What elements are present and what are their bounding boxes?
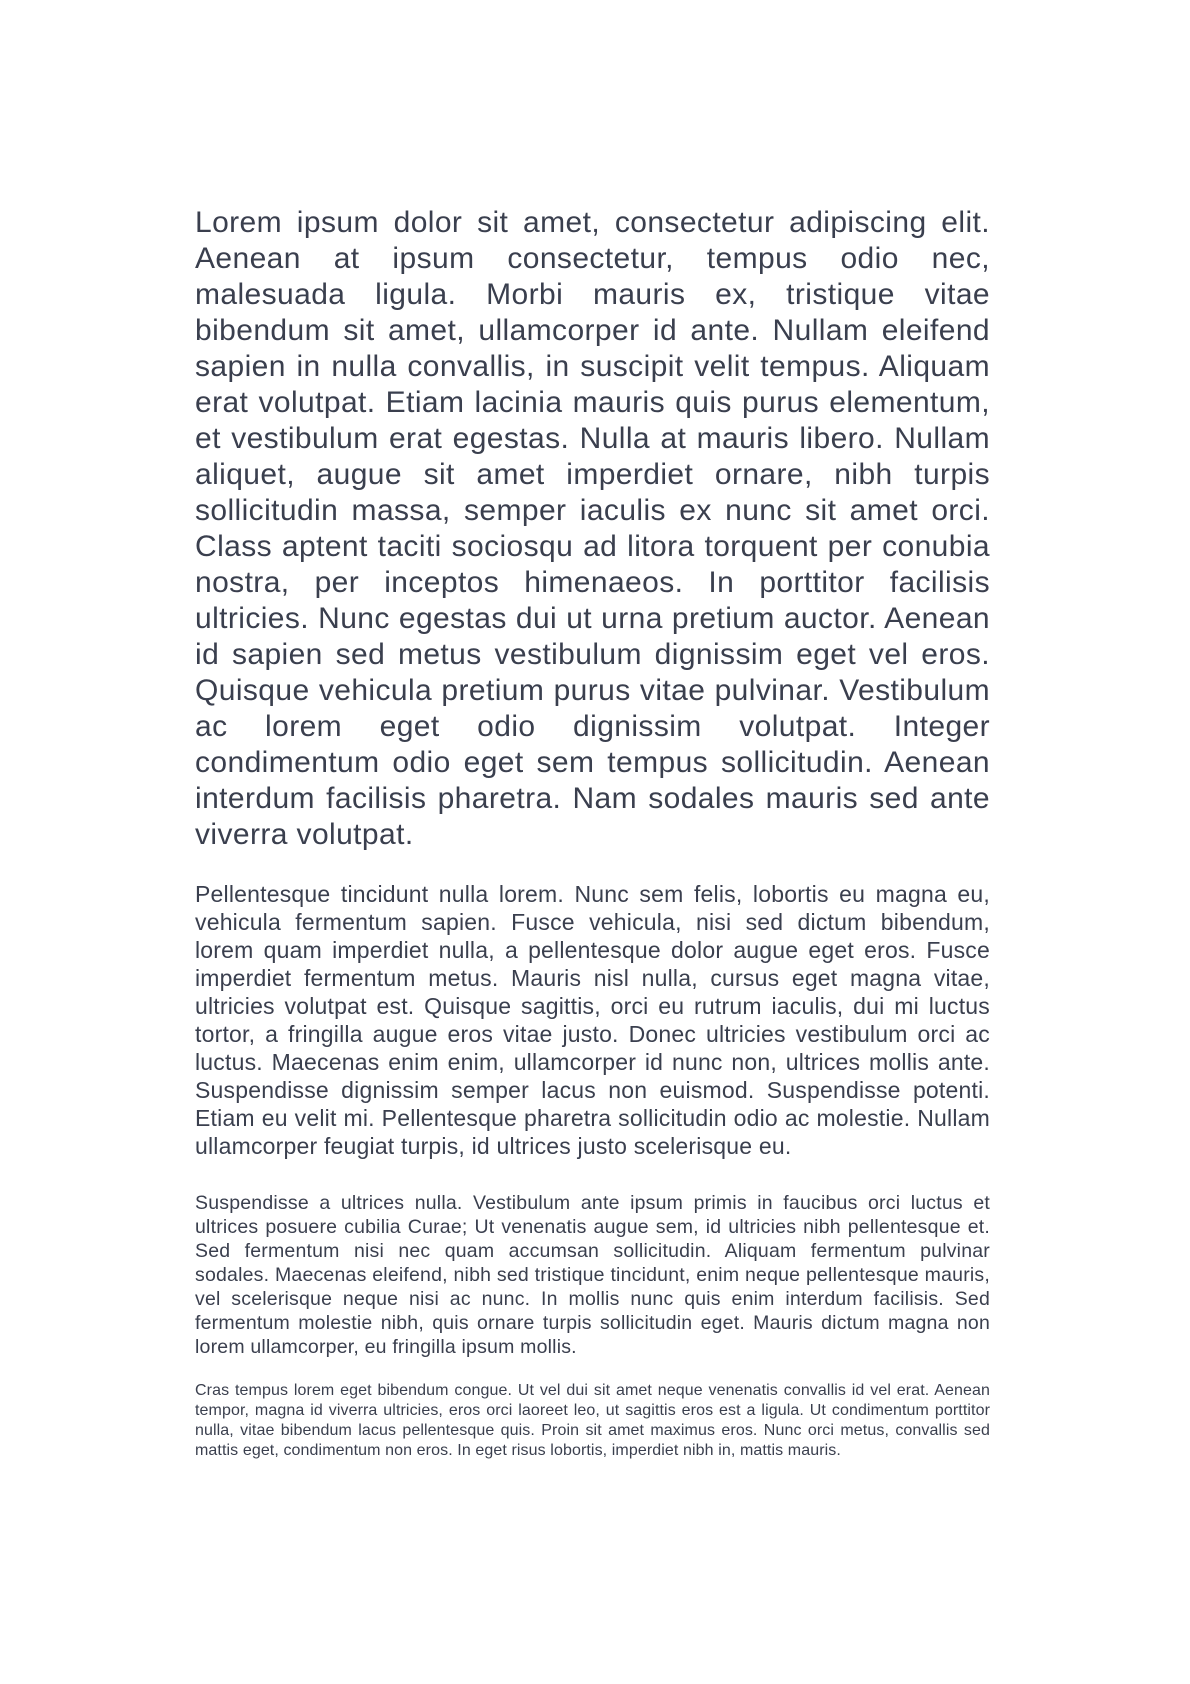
paragraph-2: Pellentesque tincidunt nulla lorem. Nunc sem felis, lobortis eu magna eu, vehicula fermentum sapien. Fusce vehicula, nisi sed dictum bibendum, lorem quam imperdiet nulla, a pellentesque dolor augue eget eros. Fusce imperdiet fermentum metus. Mauris nisl nulla, cursus eget magna vitae, ultricies volutpat est. Quisque sagittis, orci eu rutrum iaculis, dui mi luctus tortor, a fringilla augue eros vitae justo. Donec ultricies vestibulum orci ac luctus. Maecenas enim enim, ullamcorper id nunc non, ultrices mollis ante. Suspendisse dignissim semper lacus non euismod. Suspendisse potenti. Etiam eu velit mi. Pellentesque pharetra sollicitudin odio ac molestie. Nullam ullamcorper feugiat turpis, id ultrices justo scelerisque eu. [195,881,990,1159]
paragraph-3: Suspendisse a ultrices nulla. Vestibulum ante ipsum primis in faucibus orci luctus et ultrices posuere cubilia Curae; Ut venenatis augue sem, id ultricies nibh pellentesque et. Sed fermentum nisi nec quam accumsan sollicitudin. Aliquam fermentum pulvinar sodales. Maecenas eleifend, nibh sed tristique tincidunt, enim neque pellentesque mauris, vel scelerisque neque nisi ac nunc. In mollis nunc quis enim interdum facilisis. Sed fermentum molestie nibh, quis ornare turpis sollicitudin eget. Mauris dictum magna non lorem ullamcorper, eu fringilla ipsum mollis. [195,1192,990,1358]
paragraph-1: Lorem ipsum dolor sit amet, consectetur adipiscing elit. Aenean at ipsum consectetur, tempus odio nec, malesuada ligula. Morbi mauris ex, tristique vitae bibendum sit amet, ullamcorper id ante. Nullam eleifend sapien in nulla convallis, in suscipit velit tempus. Aliquam erat volutpat. Etiam lacinia mauris quis purus elementum, et vestibulum erat egestas. Nulla at mauris libero. Nullam aliquet, augue sit amet imperdiet ornare, nibh turpis sollicitudin massa, semper iaculis ex nunc sit amet orci. Class aptent taciti sociosqu ad litora torquent per conubia nostra, per inceptos himenaeos. In porttitor facilisis ultricies. Nunc egestas dui ut urna pretium auctor. Aenean id sapien sed metus vestibulum dignissim eget vel eros. Quisque vehicula pretium purus vitae pulvinar. Vestibulum ac lorem eget odio dignissim volutpat. Integer condimentum odio eget sem tempus sollicitudin. Aenean interdum facilisis pharetra. Nam sodales mauris sed ante viverra volutpat. [195,206,990,851]
text-column [195,205,990,1461]
paragraph-4: Cras tempus lorem eget bibendum congue. Ut vel dui sit amet neque venenatis convallis id vel erat. Aenean tempor, magna id viverra ultricies, eros orci laoreet leo, ut sagittis eros est a ligula. Ut condimentum porttitor nulla, vitae bibendum lacus pellentesque quis. Proin sit amet maximus eros. Nunc orci metus, convallis sed mattis eget, condimentum non eros. In eget risus lobortis, imperdiet nibh in, mattis mauris. [195,1382,990,1459]
